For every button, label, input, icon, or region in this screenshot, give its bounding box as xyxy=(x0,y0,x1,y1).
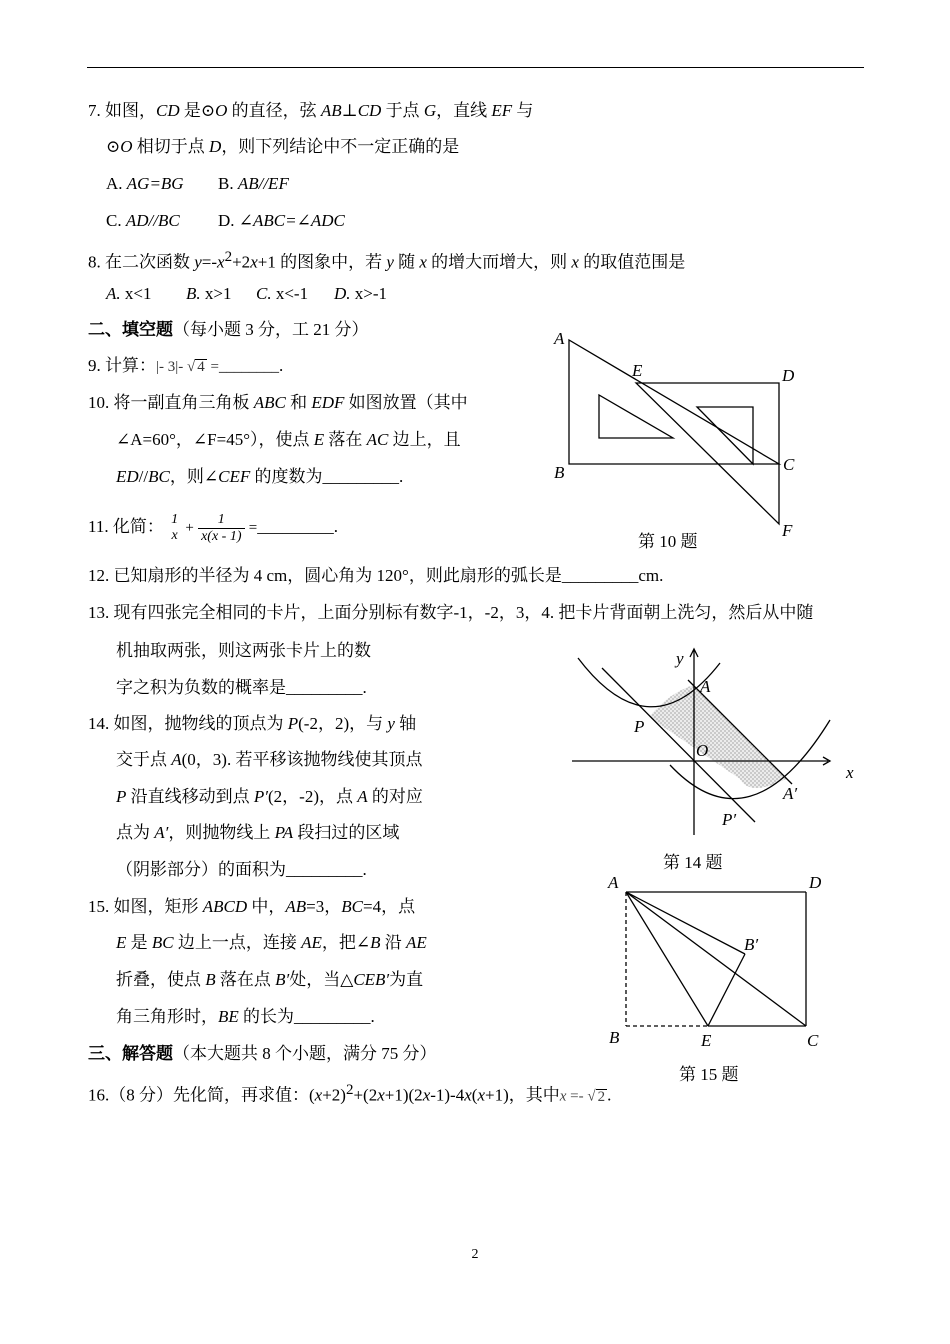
section3-heading: 三、解答题（本大题共 8 个小题，满分 75 分） xyxy=(88,1044,437,1063)
q10-line3: ED//BC，则∠CEF 的度数为_________. xyxy=(116,467,404,486)
q7-stem-line2: ⊙O 相切于点 D，则下列结论中不一定正确的是 xyxy=(106,137,460,156)
fig14-caption: 第 14 题 xyxy=(663,853,723,872)
fig15-segment-b-prime-e xyxy=(708,954,745,1026)
q15-line4: 角三角形时，BE 的长为_________. xyxy=(116,1007,375,1026)
section2-heading: 二、填空题（每小题 3 分，工 21 分） xyxy=(88,320,369,339)
fig15-segment-ab-prime xyxy=(626,892,745,954)
q14-line4: 点为 A′，则抛物线上 PA 段扫过的区域 xyxy=(116,823,400,842)
fig14-label-a: A xyxy=(700,677,711,696)
figure-q14 xyxy=(570,640,860,840)
fig10-label-b: B xyxy=(554,463,565,482)
fig15-label-d: D xyxy=(809,873,822,892)
fig10-triangle-edf xyxy=(636,383,779,524)
fig15-diagonal-ac xyxy=(626,892,806,1026)
q15-line3: 折叠，使点 B 落在点 B′处，当△CEB′为直 xyxy=(116,970,424,989)
q13-line2: 机抽取两张，则这两张卡片上的数 xyxy=(116,641,371,660)
q13-line3: 字之积为负数的概率是_________. xyxy=(116,678,367,697)
q16-line: 16.（8 分）先化简，再求值：$(x+2)^2+(2x+1)(2x-1)-4x(x+1)$，其中x =- √ 2 . xyxy=(88,1082,612,1105)
fig15-label-e: E xyxy=(701,1031,712,1050)
fig15-segment-ae xyxy=(626,892,708,1026)
fig10-label-f: F xyxy=(782,521,793,540)
fig10-label-a: A xyxy=(554,329,565,348)
fig10-label-d: D xyxy=(782,366,795,385)
fig10-triangle-abc xyxy=(569,340,779,464)
q8-stem: 8. 在二次函数 $y=-x^2+2x+1$ 的图象中，若 y 随 x 的增大而增大，则 x 的取值范围是 xyxy=(88,249,686,272)
q13-line1: 13. 现有四张完全相同的卡片，上面分别标有数字-1，-2，3，4. 把卡片背面朝上洗匀，然后从中随 xyxy=(88,603,814,622)
header-rule xyxy=(87,67,864,68)
fig14-label-a-prime: A′ xyxy=(783,784,798,803)
q9-line: 9. 计算：|- 3|- √ 4 =________. xyxy=(88,356,284,375)
q8-option-a: A. x<1 xyxy=(106,284,152,303)
fig14-label-o: O xyxy=(696,741,709,760)
q15-line1: 15. 如图，矩形 ABCD 中，AB=3，BC=4，点 xyxy=(88,897,416,916)
fig15-label-a: A xyxy=(608,873,619,892)
fig10-inner-triangle-2 xyxy=(697,407,753,464)
fig10-caption: 第 10 题 xyxy=(638,532,698,551)
fig10-inner-triangle-1 xyxy=(599,395,673,438)
q14-line2: 交于点 A(0，3). 若平移该抛物线使其顶点 xyxy=(116,750,423,769)
q12-line: 12. 已知扇形的半径为 4 cm，圆心角为 120°，则此扇形的弧长是_________cm. xyxy=(88,566,664,585)
q8-option-d: D. x>-1 xyxy=(334,284,388,303)
q14-line1: 14. 如图，抛物线的顶点为 P(-2，2)，与 y 轴 xyxy=(88,714,417,733)
figure-q10 xyxy=(548,325,808,550)
q7-option-b: B. AB//EF xyxy=(218,174,289,193)
q7-option-c: C. AD//BC xyxy=(106,211,180,230)
q14-line5: （阴影部分）的面积为_________. xyxy=(116,860,367,879)
q10-line1: 10. 将一副直角三角板 ABC 和 EDF 如图放置（其中 xyxy=(88,393,468,412)
fig10-label-c: C xyxy=(783,455,795,474)
page-number: 2 xyxy=(471,1247,479,1262)
fig14-label-x: x xyxy=(846,763,854,782)
q11-line: 11. 化简： 1 x + $\frac{1}{x(x - 1)}$ =_________. xyxy=(88,511,338,544)
q14-line3: P 沿直线移动到点 P′(2，-2)，点 A 的对应 xyxy=(116,787,423,806)
q11-fraction-1: 1 x xyxy=(171,512,179,544)
q8-option-c: C. x<-1 xyxy=(256,284,309,303)
fig14-label-y: y xyxy=(676,649,684,668)
q10-line2: ∠A=60°，∠F=45°），使点 E 落在 AC 边上，且 xyxy=(116,430,461,449)
fig15-label-b: B xyxy=(609,1028,620,1047)
figure-q15 xyxy=(600,868,835,1058)
q15-line2: E 是 BC 边上一点，连接 AE，把∠B 沿 AE xyxy=(116,933,427,952)
fig15-caption: 第 15 题 xyxy=(679,1065,739,1084)
q11-fraction-2: $\frac{1}{x(x - 1)}$ xyxy=(198,512,244,545)
q7-stem-line1: 7. 如图，CD 是⊙O 的直径，弦 AB⊥CD 于点 G，直线 EF 与 xyxy=(88,101,534,120)
fig15-label-b-prime: B′ xyxy=(744,935,759,954)
fig14-label-p-prime: P′ xyxy=(722,810,737,829)
q7-option-a: A. AG=BG xyxy=(106,174,184,193)
q8-option-b: B. x>1 xyxy=(186,284,232,303)
q7-option-d: D. ∠ABC=∠ADC xyxy=(218,211,345,230)
fig10-label-e: E xyxy=(632,361,643,380)
fig15-label-c: C xyxy=(807,1031,819,1050)
fig14-label-p: P xyxy=(634,717,645,736)
